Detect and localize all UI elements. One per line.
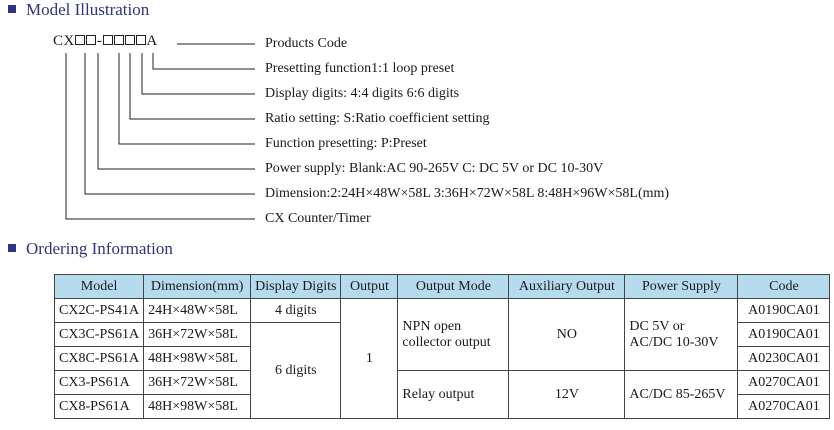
column-header: Display Digits (251, 275, 341, 299)
description-dimension: Dimension:2:24H×48W×58L 3:36H×72W×58L 8:48H×96W×58L(mm) (265, 186, 670, 201)
auxiliary-output-cell: NO (509, 299, 625, 371)
output-mode-cell: Relay output (398, 371, 509, 419)
power-supply-line: DC 5V or (629, 318, 685, 334)
description-ratio-setting: Ratio setting: S:Ratio coefficient setting (265, 111, 490, 126)
column-header: Output Mode (398, 275, 509, 299)
dimension-cell: 36H×72W×58L (144, 371, 251, 395)
model-code-suffix: A (146, 33, 158, 49)
code-cell: A0190CA01 (738, 299, 830, 323)
auxiliary-output-cell: 12V (509, 371, 625, 419)
power-supply-cell: AC/DC 85-265V (625, 371, 738, 419)
description-power-supply: Power supply: Blank:AC 90-265V C: DC 5V or DC 10-30V (265, 161, 604, 176)
display-digits-cell: 6 digits (251, 323, 341, 419)
column-header: Power Supply (625, 275, 738, 299)
dimension-cell: 48H×98W×58L (144, 347, 251, 371)
output-mode-line: collector output (402, 334, 491, 350)
code-cell: A0270CA01 (738, 371, 830, 395)
column-header: Auxiliary Output (509, 275, 625, 299)
dimension-cell: 48H×98W×58L (144, 395, 251, 419)
section-title: Ordering Information (26, 239, 173, 258)
model-cell: CX8-PS61A (55, 395, 144, 419)
code-cell: A0190CA01 (738, 323, 830, 347)
model-cell: CX3-PS61A (55, 371, 144, 395)
dimension-cell: 24H×48W×58L (144, 299, 251, 323)
model-cell: CX3C-PS61A (55, 323, 144, 347)
column-header: Code (738, 275, 830, 299)
code-cell: A0230CA01 (738, 347, 830, 371)
output-mode-line: NPN open (402, 318, 462, 334)
description-cx-counter-timer: CX Counter/Timer (265, 211, 371, 226)
section-heading-ordering-information (8, 239, 173, 259)
dimension-cell: 36H×72W×58L (144, 323, 251, 347)
display-digits-cell: 4 digits (251, 299, 341, 323)
power-supply-cell (625, 299, 738, 371)
code-cell: A0270CA01 (738, 395, 830, 419)
column-header: Dimension(mm) (144, 275, 251, 299)
description-function-presetting: Function presetting: P:Preset (265, 136, 427, 151)
model-code-prefix: CX (53, 33, 75, 49)
table-row (55, 371, 830, 395)
model-cell: CX2C-PS41A (55, 299, 144, 323)
description-products-code: Products Code (265, 36, 348, 51)
column-header: Model (55, 275, 144, 299)
section-title: Model Illustration (26, 0, 150, 19)
ordering-table (54, 274, 830, 419)
table-row (55, 299, 830, 323)
model-cell: CX8C-PS61A (55, 347, 144, 371)
table-header-row (55, 275, 830, 299)
square-bullet-icon (8, 244, 16, 252)
description-presetting-function: Presetting function1:1 loop preset (265, 61, 455, 76)
output-cell: 1 (341, 299, 398, 419)
output-mode-cell (398, 299, 509, 371)
power-supply-line: AC/DC 10-30V (629, 334, 719, 350)
model-code-separator: - (96, 33, 103, 49)
column-header: Output (341, 275, 398, 299)
description-display-digits: Display digits: 4:4 digits 6:6 digits (265, 86, 460, 101)
